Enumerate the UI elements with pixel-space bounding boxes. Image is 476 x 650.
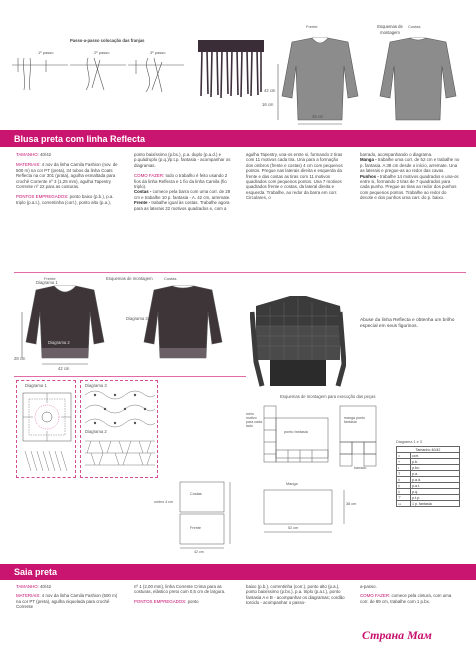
diagram-2-label: Diagrama 2 (48, 340, 70, 345)
watermark: Страна Мам (362, 628, 432, 642)
section-title-saia: Saia preta (0, 564, 476, 580)
fringe-photo (198, 40, 264, 98)
saia-tamanho-value: 40/42 (40, 584, 52, 589)
manga-fantasia-label: manga ponto fantasia (344, 416, 365, 424)
meio-motivo-label: meio motivo para cada lado (246, 412, 262, 428)
saia-col2-text: nº 1 (2,00 mm), linha Corrente Crima para as costuras, elástico preto com 0,5 cm de largura. (134, 584, 226, 595)
manga-step-label: Manga - (360, 157, 377, 163)
blusa-col3-text: agulha Tapestry, una-os entre si, formando 2 tiras com 11 motivos cada tira. Una para a formação dos ombros (frente e costas) 4 cm com pequenos pontos. Pregue nas laterais direita e esquerda da frente e das costas as tiras com 11 motivos quadrados com pequenos pontos. Una 7 motivos quadrados frente e costas, da lateral direita e esquerda. Trabalhe, ao redor da barra em corr. Circulares, o (246, 152, 343, 201)
legend-item: p.bx. (411, 465, 460, 471)
blusa-costas-label: Costas (164, 276, 177, 281)
blusa-col-4 (360, 152, 460, 201)
step-2-label: 2º passo (94, 50, 110, 55)
dim-42-c: 42 cm (194, 550, 204, 554)
pieces-title: Esquemas de montagem para execução das peças (280, 394, 376, 399)
body-schema-drawing (160, 478, 250, 558)
legend-item: p.a. (411, 471, 460, 477)
dim-28: 28 cm (14, 356, 26, 361)
stitch-chart-2 (81, 435, 159, 479)
pontos-label: PONTOS EMPREGADOS: (16, 194, 69, 200)
pieces-drawing (250, 394, 400, 544)
blusa-frente-label: Frente (44, 276, 56, 281)
diagram-1-title: Diagrama 1 (25, 383, 47, 388)
divider-2 (14, 376, 246, 377)
step-1-label: 1º passo (38, 50, 54, 55)
diagram-3-label: Diagrama 3 (126, 316, 148, 321)
step-3-label: 3º passo (150, 50, 166, 55)
costas-step-text: comece pela barra com uma corr. de 28 cm e trabalhe 10 p. fantasia - A. 42 cm, arremate. (134, 189, 231, 200)
diagram-3-box (80, 380, 158, 478)
saia-col-4 (360, 584, 460, 604)
saia-tamanho-label: TAMANHO: (16, 584, 39, 589)
saia-pontos-text: ponto (187, 598, 199, 604)
legend-item: corr. (411, 453, 460, 459)
costas-label: Costas (408, 24, 421, 29)
saia-pontos-label: PONTOS EMPREGADOS: (134, 598, 187, 604)
legend-table: Tamanho 40/42 ∘ corr. + p.b. • p.bx. T p.a. ‡ p.a.d. ‡ p.a.t. ‡ p.q. ⊤ p.t.p. ▭ 1 p. fantasia (396, 446, 460, 507)
manga-label: Manga (286, 482, 298, 486)
fringe-photo-drawing (198, 40, 264, 98)
legend-item: p.a.t. (411, 483, 460, 489)
legend-item: p.q. (411, 489, 460, 495)
schema-top (262, 24, 472, 128)
frente-piece-label: Frente (190, 526, 201, 530)
frente-step-text: trabalhe igual às costas. Trabalhe agora para as laterais 22 motivos quadrados e, com a (134, 200, 230, 211)
legend-item: p.b. (411, 459, 460, 465)
saia-materiais-label: MATERIAIS: (16, 593, 41, 599)
legend-item: p.a.d. (411, 477, 460, 483)
body-schema (154, 478, 250, 558)
legend-header: Tamanho 40/42 (397, 447, 460, 453)
frente-label: Frente (306, 24, 318, 29)
saia-col-3 (246, 584, 346, 606)
section-title-blusa: Blusa preta com linha Reflecta (0, 130, 476, 147)
legend-item: 1 p. fantasia (411, 501, 460, 507)
tamanho-label: TAMANHO: (16, 152, 39, 157)
blusa-col2-a: ponto baixíssimo (p.bx.), p.a. duplo (p.a.d.) e p.quádruplo (p.q.)/p.t.p. fantasia - acompanhar os diagramas. (134, 152, 231, 168)
fringe-steps-title: Passo-a-passo colocação das franjas (70, 38, 145, 43)
model-photo (250, 282, 346, 390)
materiais-label: MATERIAIS: (16, 162, 41, 168)
schema-top-title: Esquemas de montagem (377, 24, 403, 35)
blusa-col-1 (16, 152, 118, 205)
tamanho-value: 40/42 (40, 152, 52, 157)
diagram-2-title: Diagrama 2 (85, 429, 107, 434)
costas-step-label: Costas - (134, 189, 152, 195)
punhos-step-label: Punhos - (360, 173, 379, 179)
blusa-col-2 (134, 152, 232, 211)
manga-step-text: trabalhe uma corr. de 52 cm e trabalhe no p. fantasia. A 38 cm desde o início, arremate. Una as laterais e pregue-as ao redor das cavas. (360, 157, 460, 174)
como-label: COMO FAZER: (134, 173, 165, 179)
saia-como-text: comece pela cintura, com uma corr. de 89 cm, trabalhe com 1 p.bx. (360, 593, 452, 604)
sweater-schemas (262, 24, 472, 128)
saia-col4-text: a-passo. (360, 584, 377, 589)
punhos-step-text: trabalhe 14 motivos quadrados e una-os entre si, formando 2 tiras de 7 quadrados para cada punho. Pregue as tiras ao redor dos punhos com pequenos pontos. Trabalhe ao redor do decote e dos punhos uma carr. do p. baixo. (360, 173, 459, 201)
materiais-text: 4 nov da linha Camila Fashion (nov. de 500 m) na cor PT (preta), 34 tubos da linha Coats Reflecta na cor 301 (prata), agulha esmaltada para crochê Corrente nº 3 (1,25 mm), agulha Tapestry Corrente nº 22 para as costuras. (16, 162, 118, 190)
blusa-schema (14, 276, 244, 376)
barrado-label: barrado (354, 466, 367, 470)
diagram-1-box (16, 380, 76, 478)
dim-38: 38 cm (312, 114, 324, 119)
divider-1 (14, 272, 466, 273)
blusa-sweaters (14, 276, 244, 376)
pieces-schema (246, 394, 400, 544)
saia-col3-text: baixo (p.b.), correntinha (corr.), ponto alto (p.a.), ponto baixíssimo (p.bx.), p.a. triplo (p.a.t.), ponto fantasia A e B - acompanhar os diagramas; cordão torcido - acompanhar o passo- (246, 584, 345, 606)
dim-42: 42 cm (264, 88, 276, 93)
fringe-steps-drawing (8, 38, 186, 100)
saia-col-1 (16, 584, 118, 610)
fringe-steps (8, 38, 186, 100)
diagram-3-title: Diagrama 3 (85, 383, 107, 388)
diagram-1-label: Diagrama 1 (36, 280, 58, 285)
saia-col-2 (134, 584, 232, 604)
dim-38-b: 38 cm (346, 502, 357, 506)
blusa-schema-title: Esquemas de montagem (106, 276, 153, 281)
ponto-fantasia-label: ponto fantasia (284, 430, 308, 434)
legend-table-title: Diagrama 1 e 3 (396, 440, 422, 444)
dim-42-b: 42 cm (58, 366, 70, 371)
blusa-col-3 (246, 152, 346, 201)
dim-52: 52 cm (288, 526, 299, 530)
blusa-col4-a: barrado, acompanhando o diagrama. (360, 152, 433, 157)
photo-caption: Abuse da linha Reflecta e obtenha um brilho especial em seus figurinos. (360, 318, 455, 329)
dim-16: 16 cm (262, 102, 274, 107)
stitch-legend (396, 440, 460, 554)
saia-como-label: COMO FAZER: (360, 593, 391, 599)
como-text: todo o trabalho é feito usando 2 fios da linha Reflecta e 1 fio da linha Camila (fio triplo). (134, 173, 228, 190)
saia-materiais-text: 4 nov da linha Camila Fashion (500 m) na cor PT (preta), agulha niquelada para crochê Corrente (16, 593, 118, 610)
model-photo-drawing (250, 282, 346, 390)
ombro-label: ombro 4 cm (154, 500, 173, 504)
legend-item: p.t.p. (411, 495, 460, 501)
granny-square-chart (17, 381, 77, 479)
costas-piece-label: Costas (190, 492, 202, 496)
frente-step-label: Frente - (134, 200, 151, 206)
pontos-text: ponto baixo (p.b.), p.a. triplo (p.a.t.), correntinha (corr.), ponto alto (p.a.), (16, 194, 114, 205)
